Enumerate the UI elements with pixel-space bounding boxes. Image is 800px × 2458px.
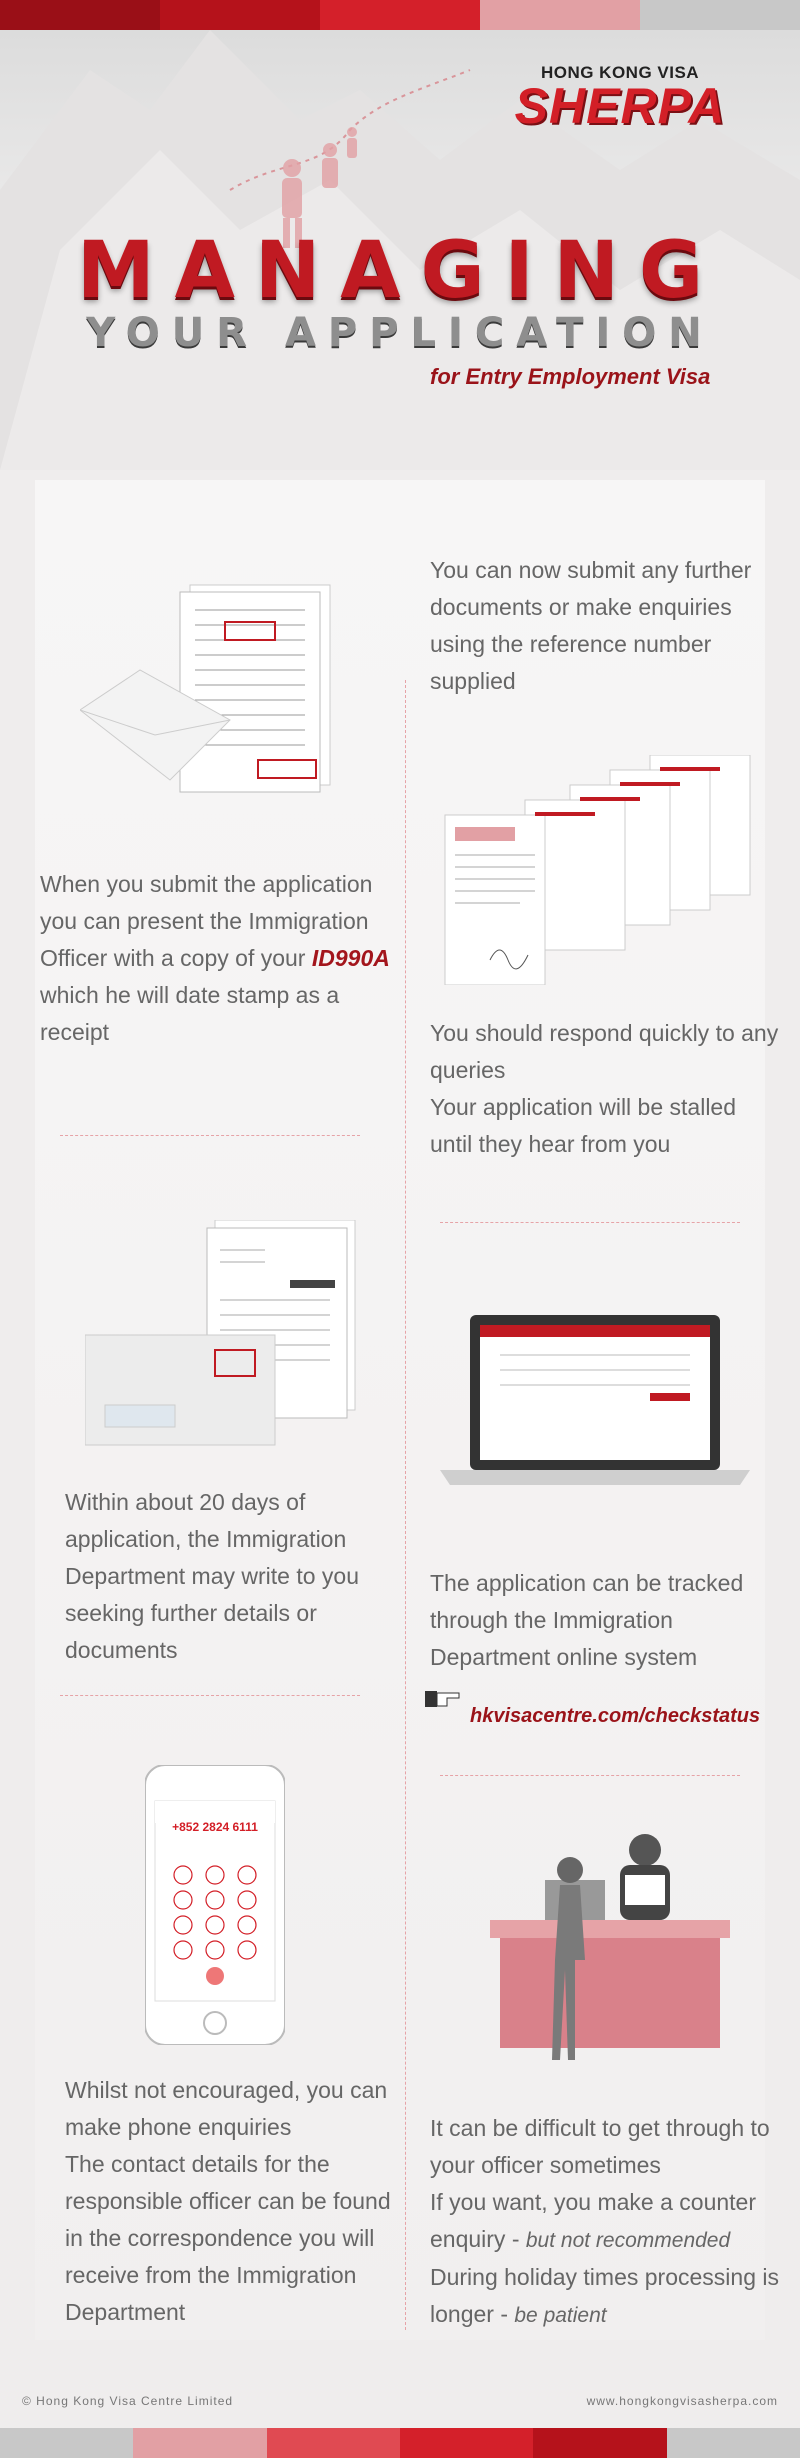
form-id-highlight: ID990A xyxy=(311,945,390,971)
respond-line-2: Your application will be stalled until they hear from you xyxy=(430,1094,737,1157)
laptop-illustration xyxy=(440,1315,750,1490)
counter-text xyxy=(430,2110,780,2334)
counter-line-3 xyxy=(430,2259,780,2334)
track-text: The application can be tracked through the Immigration Department online system xyxy=(430,1570,744,1670)
submit-receipt-text xyxy=(40,866,400,1051)
counter-line-3-main: During holiday times processing is longer - xyxy=(430,2264,779,2327)
center-divider xyxy=(405,680,406,2330)
counter-line-2-main: If you want, you make a counter enquiry - xyxy=(430,2189,757,2252)
divider-left-1 xyxy=(60,1135,360,1136)
sherpa-logo[interactable] xyxy=(475,63,765,134)
logo-main-text: SHERPA xyxy=(514,78,726,134)
respond-text xyxy=(430,1015,780,1163)
page-subtitle: YOUR APPLICATION xyxy=(86,310,714,356)
counter-line-1: It can be difficult to get through to your officer sometimes xyxy=(430,2115,770,2178)
letter-text: Within about 20 days of application, the Immigration Department may write to you seeking further details or documents xyxy=(65,1489,360,1663)
counter-line-2-em: but not recommended xyxy=(525,2229,731,2252)
page-title: MANAGING xyxy=(77,226,723,316)
submit-receipt-post: which he will date stamp as a receipt xyxy=(40,982,340,1045)
phone-illustration xyxy=(145,1765,285,2045)
pointing-hand-icon xyxy=(425,1688,465,1710)
phone-text xyxy=(65,2072,405,2331)
submit-receipt-pre: When you submit the application you can present the Immigration Officer with a copy of your xyxy=(40,871,373,971)
tagline: for Entry Employment Visa xyxy=(430,364,711,389)
phone-screen-number: +852 2824 6111 xyxy=(172,1820,258,1834)
counter-line-3-em: be patient xyxy=(514,2304,607,2327)
divider-right-2 xyxy=(440,1775,740,1776)
letter-envelope-illustration xyxy=(85,1220,375,1450)
footer-website[interactable]: www.hongkongvisasherpa.com xyxy=(586,2394,778,2408)
footer-copyright: © Hong Kong Visa Centre Limited xyxy=(22,2394,234,2408)
divider-left-2 xyxy=(60,1695,360,1696)
top-color-stripe xyxy=(0,0,800,30)
respond-line-1: You should respond quickly to any queries xyxy=(430,1020,779,1083)
divider-right-1 xyxy=(440,1222,740,1223)
counter-line-2 xyxy=(430,2184,780,2259)
submit-docs-text: You can now submit any further documents or make enquiries using the reference number supplied xyxy=(430,557,752,694)
documents-stack-illustration xyxy=(440,755,760,985)
envelope-copy-illustration xyxy=(80,580,360,820)
phone-line-1: Whilst not encouraged, you can make phone enquiries xyxy=(65,2077,388,2140)
counter-illustration xyxy=(490,1830,730,2080)
checkstatus-link[interactable]: hkvisacentre.com/checkstatus xyxy=(470,1705,761,1727)
logo-top-text: HONG KONG VISA xyxy=(540,63,700,82)
phone-line-2: The contact details for the responsible officer can be found in the correspondence you will receive from the Immigration Department xyxy=(65,2151,391,2325)
bottom-color-stripe xyxy=(0,2428,800,2458)
